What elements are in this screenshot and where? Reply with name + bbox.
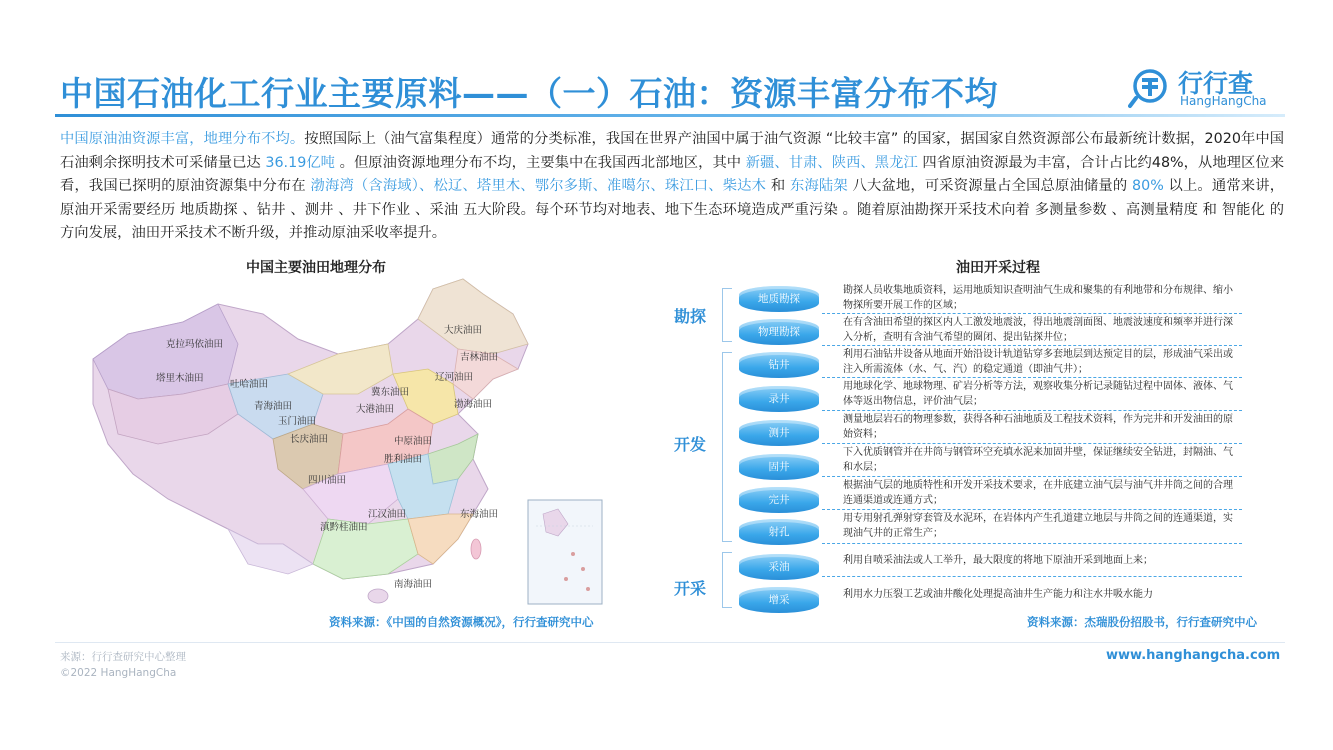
step-divider xyxy=(822,476,1242,477)
oilfield-label: 南海油田 xyxy=(394,579,433,590)
step-description: 利用石油钻井设备从地面开始沿设计轨道钻穿多套地层到达预定目的层，形成油气采出或注入所需流体（水、气、汽）的稳定通道（即油气井）； xyxy=(843,349,1233,375)
oilfield-label: 吐哈油田 xyxy=(230,379,269,390)
step-divider xyxy=(822,443,1242,444)
step-description: 在有含油田希望的探区内人工激发地震波，得出地震剖面图、地震波速度和频率并进行深入分析，查明有含油气希望的圈闭、提出钻探井位； xyxy=(843,317,1233,343)
footer-website-link[interactable]: www.hanghangcha.com xyxy=(1106,648,1281,663)
oilfield-label: 大港油田 xyxy=(356,404,395,415)
step-divider xyxy=(822,345,1242,346)
logo-name: 行行查 xyxy=(1178,69,1254,98)
intro-text: 四省原油资源最为丰富，合计占比约48%，从地理区位来看，我国已探明的原油资源集中分布在 xyxy=(60,154,1285,194)
oilfield-map xyxy=(88,274,608,614)
page-title: 中国石油化工行业主要原料——（一）石油：资源丰富分布不均 xyxy=(60,74,998,113)
oilfield-label: 玉门油田 xyxy=(278,416,317,427)
oilfield-label: 中原油田 xyxy=(394,436,433,447)
step-perforation: 射孔 xyxy=(739,519,819,545)
oilfield-label: 辽河油田 xyxy=(435,372,474,383)
step-completion: 完井 xyxy=(739,487,819,513)
oilfield-label: 四川油田 xyxy=(308,475,347,486)
step-recovery: 采油 xyxy=(739,554,819,580)
step-description: 利用自喷采油法或人工举升，最大限度的将地下原油开采到地面上来； xyxy=(843,555,1153,566)
phase-production: 开采 xyxy=(674,579,707,598)
step-divider xyxy=(822,377,1242,378)
step-divider xyxy=(822,509,1242,510)
step-geological-survey: 地质勘探 xyxy=(739,286,819,312)
intro-highlight: 中国原油油资源丰富，地理分布不均。 xyxy=(60,131,305,147)
step-drilling: 钻井 xyxy=(739,352,819,378)
basin-list: 渤海湾（含海域）、松辽、塔里木、鄂尔多斯、准噶尔、珠江口、柴达木 xyxy=(310,178,767,194)
oilfield-label: 青海油田 xyxy=(254,401,293,412)
step-divider xyxy=(822,543,1242,544)
footer-source: 来源：行行查研究中心整理 xyxy=(60,651,186,663)
brand-logo[interactable] xyxy=(1128,62,1283,114)
oilfield-label: 冀东油田 xyxy=(371,387,410,398)
step-geophysical-survey: 物理勘探 xyxy=(739,319,819,345)
oilfield-label: 渤海油田 xyxy=(454,399,493,410)
step-enhanced-recovery: 增采 xyxy=(739,587,819,613)
map-title: 中国主要油田地理分布 xyxy=(246,260,386,276)
title-divider xyxy=(55,114,1285,117)
intro-text: 。但原油资源地理分布不均，主要集中在我国西北部地区，其中 xyxy=(335,154,746,171)
step-divider xyxy=(822,576,1242,577)
step-divider xyxy=(822,410,1242,411)
intro-paragraph xyxy=(60,128,1284,246)
intro-text: 八大盆地，可采资源量占全国总原油储量的 xyxy=(847,178,1132,194)
oilfield-label: 克拉玛依油田 xyxy=(166,339,224,350)
step-description: 用专用射孔弹射穿套管及水泥环，在岩体内产生孔道建立地层与井筒之间的连通渠道，实现油气井的正常生产； xyxy=(843,513,1233,539)
basin-east-china-sea: 东海陆架 xyxy=(790,178,848,194)
step-cementing: 固井 xyxy=(739,454,819,480)
oilfield-label: 大庆油田 xyxy=(444,325,483,336)
oilfield-label: 江汉油田 xyxy=(368,509,407,520)
oilfield-label: 长庆油田 xyxy=(290,434,329,445)
phase-bracket xyxy=(722,352,732,542)
step-description: 利用水力压裂工艺或油井酸化处理提高油井生产能力和注水井吸水能力 xyxy=(843,589,1153,600)
step-description: 用地球化学、地球物理、矿岩分析等方法，观察收集分析记录随钻过程中固体、液体、气体等返出物信息，评价油气层； xyxy=(843,381,1233,407)
intro-text: 和 xyxy=(766,178,790,194)
intro-text: 以上。通常来讲，原油开采需要经历 地质勘探 、钻井 、测井 、井下作业 、采油 五大阶段。每个环节均对地表、地下生态环境造成严重污染 。随着原油勘探开采技术向着 多测量参数 、高测量精度 和 智能化 的方向发展，油田开采技术不断升级，并推动原油采收率提升。 xyxy=(60,178,1285,241)
oilfield-label: 胜利油田 xyxy=(384,454,423,465)
oilfield-label: 塔里木油田 xyxy=(156,373,204,384)
step-description: 下入优质钢管并在井筒与钢管环空充填水泥来加固井壁，保证继续安全钻进，封隔油、气和水层； xyxy=(843,447,1233,473)
process-source: 资料来源：杰瑞股份招股书，行行查研究中心 xyxy=(1027,615,1257,629)
oilfield-label: 滇黔桂油田 xyxy=(320,522,368,533)
oilfield-label: 东海油田 xyxy=(460,509,499,520)
step-description: 测量地层岩石的物理参数，获得各种石油地质及工程技术资料，作为完井和开发油田的原始资料； xyxy=(843,414,1233,440)
oilfield-label: 吉林油田 xyxy=(460,352,499,363)
intro-text: 按照国际上（油气富集程度）通常的分类标准，我国在世界产油国中属于油气资源 “比较丰富” 的国家，据国家自然资源部公布最新统计数据，2020年中国石油剩余探明技术可采储量已达 xyxy=(60,131,1285,171)
footer-copyright: ©2022 HangHangCha xyxy=(60,667,177,679)
phase-bracket xyxy=(722,288,732,342)
reserve-value: 36.19亿吨 xyxy=(265,154,336,171)
step-logging: 录井 xyxy=(739,386,819,412)
phase-bracket xyxy=(722,552,732,608)
map-source: 资料来源：《中国的自然资源概况》，行行查研究中心 xyxy=(329,615,594,629)
logo-subtitle: HangHangCha xyxy=(1180,94,1267,108)
step-description: 勘探人员收集地质资料，运用地质知识查明油气生成和聚集的有利地带和分布规律、缩小物探所要开展工作的区域； xyxy=(843,285,1233,311)
phase-exploration: 勘探 xyxy=(674,307,707,326)
step-description: 根据油气层的地质特性和开发开采技术要求，在井底建立油气层与油气井井筒之间的合理连通渠道或连通方式； xyxy=(843,480,1233,506)
province-list: 新疆、甘肃、陕西、黑龙江 xyxy=(745,154,918,171)
process-title: 油田开采过程 xyxy=(956,260,1040,276)
footer-divider xyxy=(55,642,1285,643)
phase-development: 开发 xyxy=(674,435,707,454)
share-value: 80% xyxy=(1132,178,1164,194)
china-map-image xyxy=(88,274,608,614)
hanghangcha-logo-icon xyxy=(1128,66,1172,110)
step-well-logging: 测井 xyxy=(739,420,819,446)
step-divider xyxy=(822,313,1242,314)
